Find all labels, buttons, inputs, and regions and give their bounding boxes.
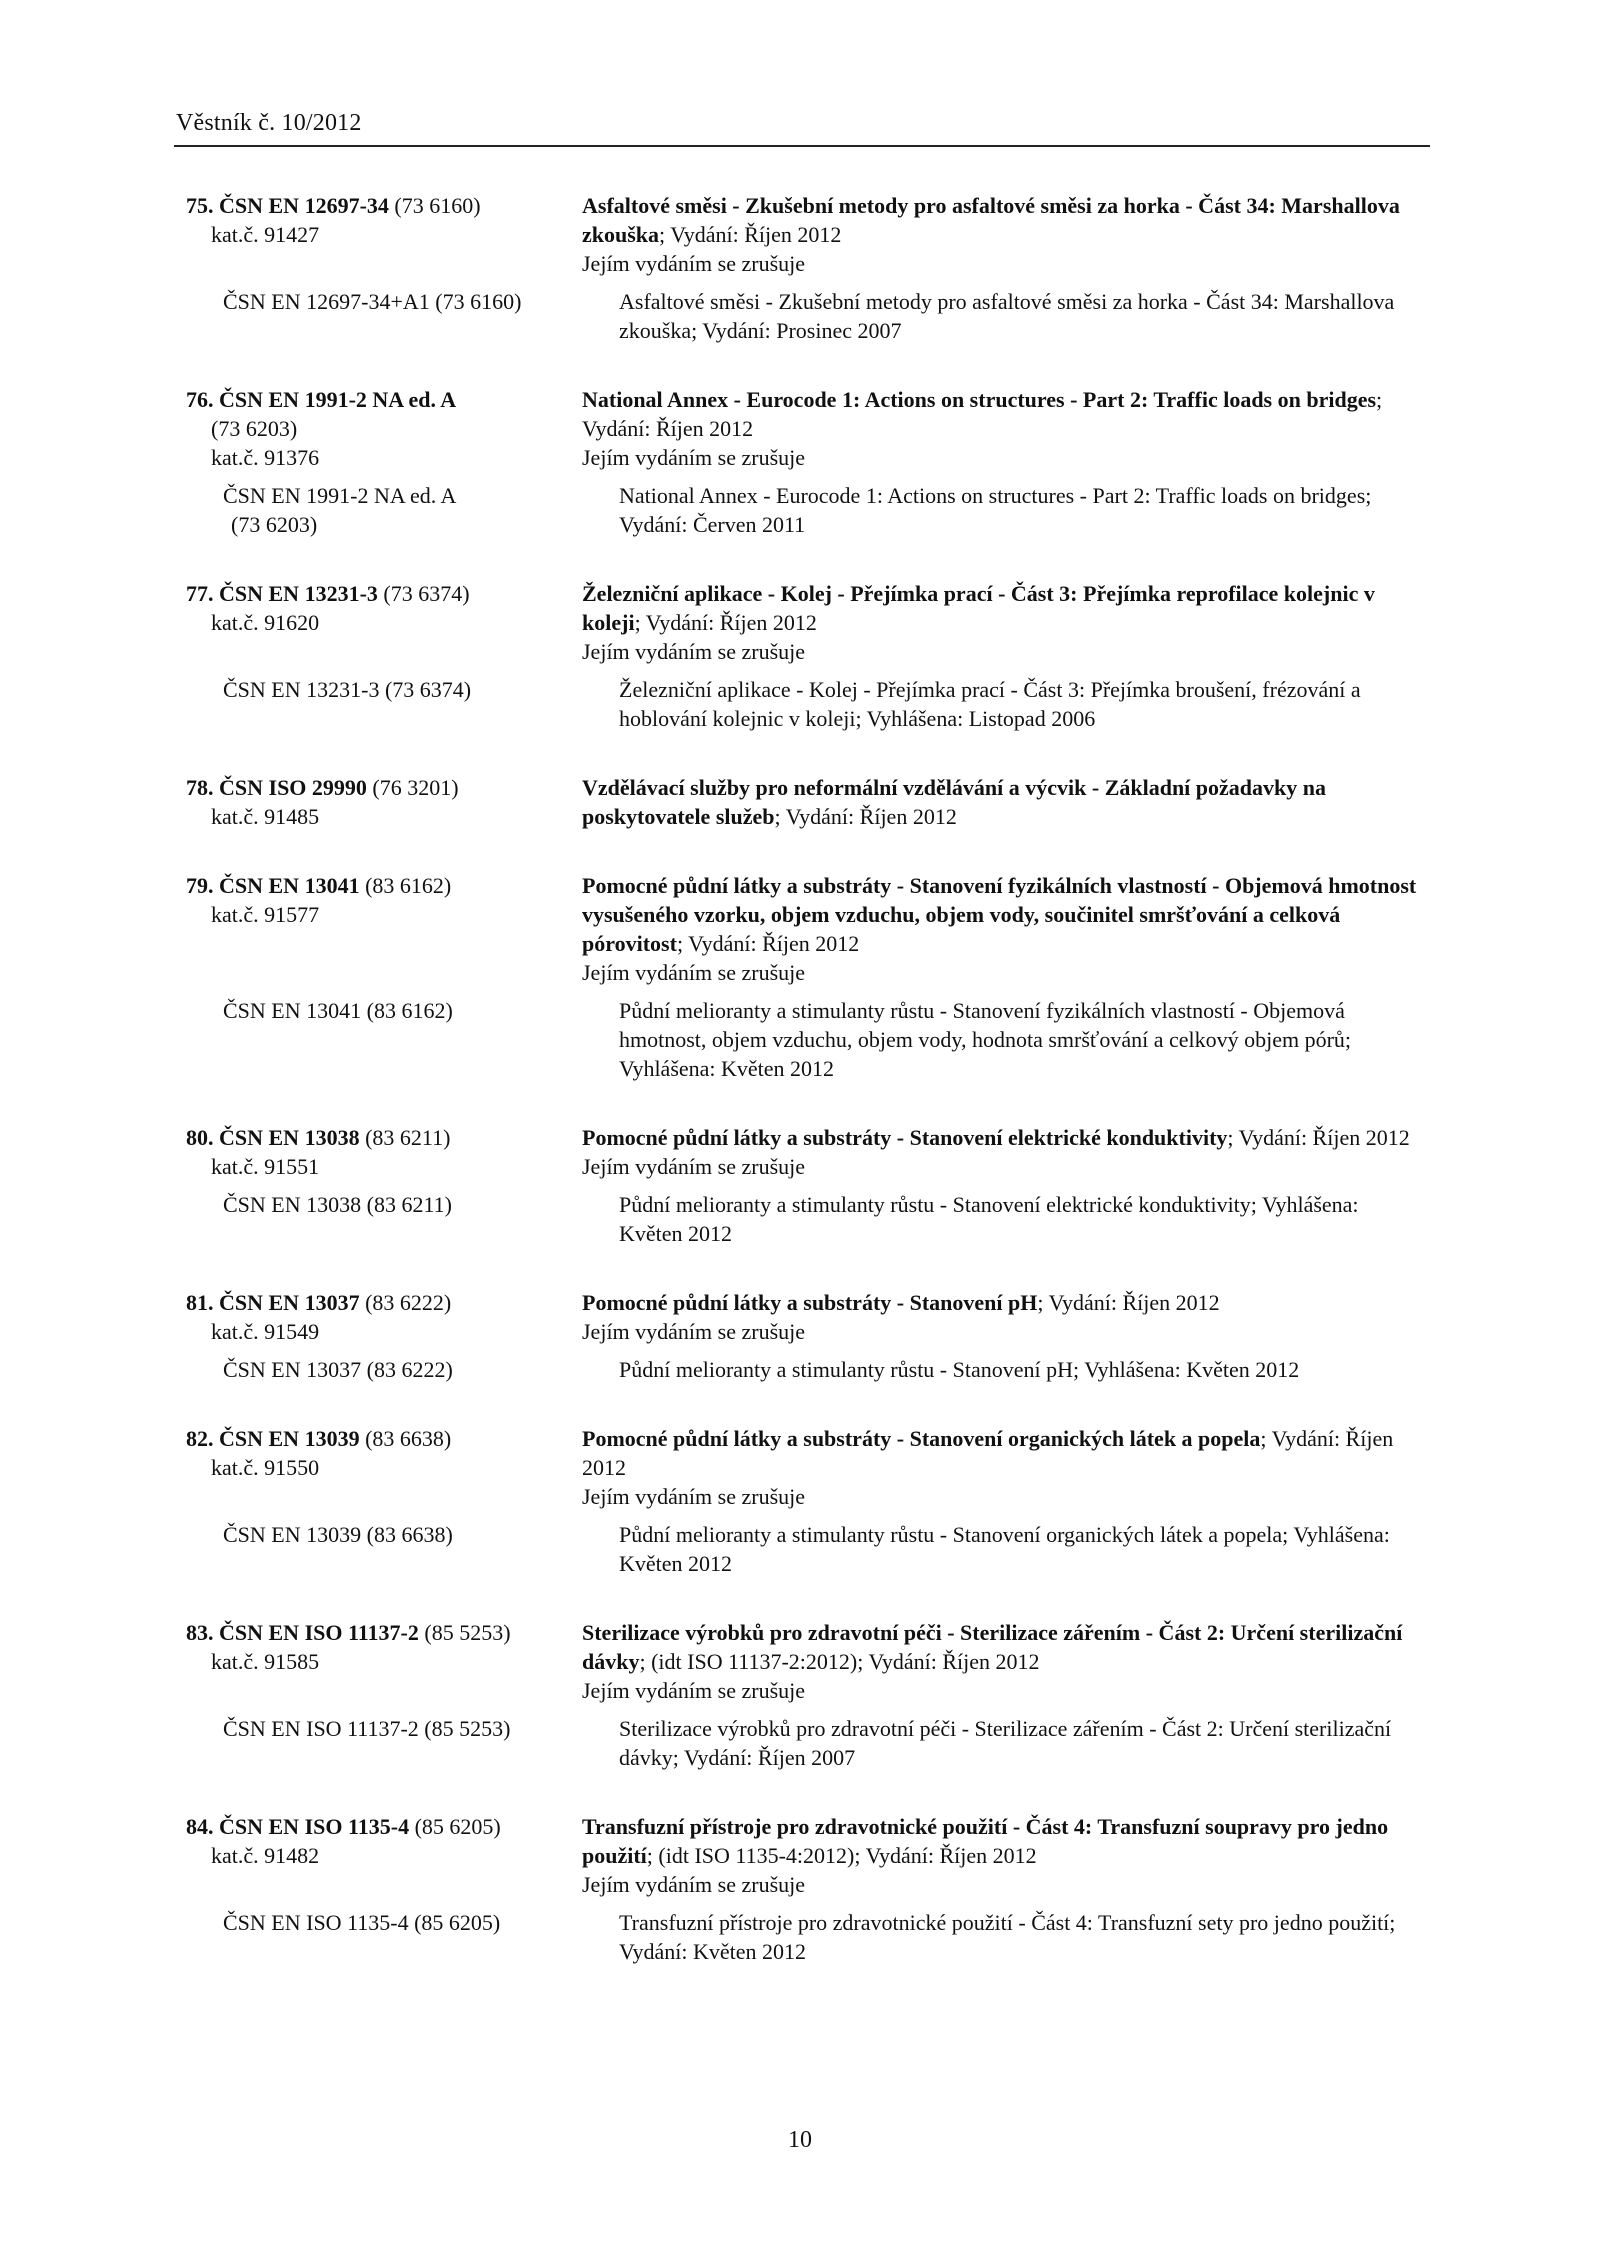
standard-title: Pomocné půdní látky a substráty - Stanovení pH [582, 1290, 1038, 1315]
cancels-label: Jejím vydáním se zrušuje [582, 251, 806, 276]
standards-list [186, 191, 1426, 2006]
cancels-label: Jejím vydáním se zrušuje [582, 1872, 806, 1897]
replaced-standard-title: Půdní melioranty a stimulanty růstu - Stanovení fyzikálních vlastností - Objemová hmotnost, objem vzduchu, objem vody, hodnota smršťování a celkový objem pórů; Vyhlášena: Květen 2012 [619, 998, 1352, 1081]
catalog-number: kat.č. 91485 [211, 804, 320, 829]
issue-info: ; Vydání: Říjen 2012 [659, 222, 842, 247]
standard-title: National Annex - Eurocode 1: Actions on structures - Part 2: Traffic loads on bridges [582, 387, 1377, 412]
issue-info: ; Vydání: Říjen 2012 [582, 1426, 1394, 1480]
standard-entry [186, 1618, 1426, 1772]
issue-info: ; (idt ISO 11137-2:2012); Vydání: Říjen 2012 [639, 1649, 1040, 1674]
issue-info: ; Vydání: Říjen 2012 [676, 931, 860, 956]
issue-info: ; Vydání: Říjen 2012 [582, 387, 1383, 441]
cancels-label: Jejím vydáním se zrušuje [582, 1319, 806, 1344]
standard-code: ČSN EN 13039 [219, 1426, 360, 1451]
standard-entry [186, 1123, 1426, 1248]
class-code: (83 6638) [359, 1426, 452, 1451]
page-header-title: Věstník č. 10/2012 [176, 110, 362, 136]
class-code: (85 5253) [418, 1620, 511, 1645]
replaced-standard-code: ČSN EN 13037 (83 6222) [223, 1357, 453, 1382]
catalog-number: kat.č. 91550 [211, 1455, 320, 1480]
standard-title: Vzdělávací služby pro neformální vzdělávání a výcvik - Základní požadavky na poskytovatele služeb [582, 775, 1327, 829]
replaced-standard-title: Železniční aplikace - Kolej - Přejímka prací - Část 3: Přejímka broušení, frézování a hoblování kolejnic v koleji; Vyhlášena: Listopad 2006 [619, 677, 1361, 731]
replaced-standard-title: Asfaltové směsi - Zkušební metody pro asfaltové směsi za horka - Část 34: Marshallova zkouška; Vydání: Prosinec 2007 [619, 289, 1395, 343]
replaced-standard-code: ČSN EN 13039 (83 6638) [223, 1522, 453, 1547]
cancels-label: Jejím vydáním se zrušuje [582, 960, 806, 985]
standard-title: Železniční aplikace - Kolej - Přejímka prací - Část 3: Přejímka reprofilace kolejnic v koleji [582, 581, 1375, 635]
replaced-standard-code: ČSN EN 1991-2 NA ed. A [223, 483, 457, 508]
standard-entry [186, 385, 1426, 539]
standard-code: ČSN EN ISO 1135-4 [219, 1814, 410, 1839]
class-code: (83 6211) [359, 1125, 451, 1150]
standard-code: ČSN EN 13231-3 [219, 581, 378, 606]
entry-number: 84. [186, 1814, 214, 1839]
catalog-number: kat.č. 91585 [211, 1649, 320, 1674]
cancels-label: Jejím vydáním se zrušuje [582, 1484, 806, 1509]
standard-code: ČSN ISO 29990 [219, 775, 367, 800]
entry-number: 82. [186, 1426, 214, 1451]
class-code: (73 6374) [377, 581, 470, 606]
class-code: (76 3201) [366, 775, 459, 800]
entry-number: 78. [186, 775, 214, 800]
issue-info: ; Vydání: Říjen 2012 [634, 610, 817, 635]
page-number: 10 [788, 2127, 812, 2153]
catalog-number: kat.č. 91549 [211, 1319, 320, 1344]
replaced-standard-code: ČSN EN ISO 1135-4 (85 6205) [223, 1910, 501, 1935]
standard-code: ČSN EN 13037 [219, 1290, 360, 1315]
replaced-standard-code: ČSN EN 12697-34+A1 (73 6160) [223, 289, 522, 314]
catalog-number: kat.č. 91620 [211, 610, 320, 635]
standard-title: Sterilizace výrobků pro zdravotní péči - Sterilizace zářením - Část 2: Určení sterilizační dávky [582, 1620, 1403, 1674]
replaced-standard-title: Půdní melioranty a stimulanty růstu - Stanovení pH; Vyhlášena: Květen 2012 [619, 1357, 1300, 1382]
class-code: (73 6203) [211, 416, 298, 441]
standard-code: ČSN EN 12697-34 [219, 193, 389, 218]
standard-title: Pomocné půdní látky a substráty - Stanovení fyzikálních vlastností - Objemová hmotnost vysušeného vzorku, objem vzduchu, objem vody, součinitel smršťování a celková pórovitost [582, 873, 1417, 956]
standard-entry [186, 871, 1426, 1083]
issue-info: ; Vydání: Říjen 2012 [1227, 1125, 1410, 1150]
cancels-label: Jejím vydáním se zrušuje [582, 1154, 806, 1179]
cancels-label: Jejím vydáním se zrušuje [582, 1678, 806, 1703]
catalog-number: kat.č. 91376 [211, 445, 320, 470]
standard-title: Transfuzní přístroje pro zdravotnické použití - Část 4: Transfuzní soupravy pro jedno použití [582, 1814, 1389, 1868]
standard-code: ČSN EN 13038 [219, 1125, 360, 1150]
standard-entry [186, 1812, 1426, 1966]
standard-code: ČSN EN ISO 11137-2 [219, 1620, 419, 1645]
replaced-standard-code: ČSN EN 13038 (83 6211) [223, 1192, 452, 1217]
standard-title: Asfaltové směsi - Zkušební metody pro asfaltové směsi za horka - Část 34: Marshallova zkouška [582, 193, 1400, 247]
class-code: (83 6162) [359, 873, 452, 898]
replaced-class-code: (73 6203) [231, 512, 318, 537]
catalog-number: kat.č. 91482 [211, 1843, 320, 1868]
entry-number: 75. [186, 193, 214, 218]
entry-number: 83. [186, 1620, 214, 1645]
issue-info: ; (idt ISO 1135-4:2012); Vydání: Říjen 2012 [646, 1843, 1037, 1868]
class-code: (83 6222) [359, 1290, 452, 1315]
replaced-standard-code: ČSN EN 13041 (83 6162) [223, 998, 453, 1023]
cancels-label: Jejím vydáním se zrušuje [582, 639, 806, 664]
standard-entry [186, 579, 1426, 733]
standard-title: Pomocné půdní látky a substráty - Stanovení elektrické konduktivity [582, 1125, 1228, 1150]
entry-number: 80. [186, 1125, 214, 1150]
header-rule [174, 145, 1430, 147]
entry-number: 79. [186, 873, 214, 898]
standard-code: ČSN EN 1991-2 NA ed. A [219, 387, 457, 412]
replaced-standard-title: National Annex - Eurocode 1: Actions on structures - Part 2: Traffic loads on bridges; Vydání: Červen 2011 [619, 483, 1372, 537]
replaced-standard-title: Půdní melioranty a stimulanty růstu - Stanovení elektrické konduktivity; Vyhlášena: Květen 2012 [619, 1192, 1359, 1246]
standard-title: Pomocné půdní látky a substráty - Stanovení organických látek a popela [582, 1426, 1261, 1451]
standard-entry [186, 1288, 1426, 1384]
issue-info: ; Vydání: Říjen 2012 [774, 804, 957, 829]
replaced-standard-title: Transfuzní přístroje pro zdravotnické použití - Část 4: Transfuzní sety pro jedno použití; Vydání: Květen 2012 [619, 1910, 1396, 1964]
standard-entry [186, 191, 1426, 345]
issue-info: ; Vydání: Říjen 2012 [1037, 1290, 1220, 1315]
catalog-number: kat.č. 91577 [211, 902, 320, 927]
catalog-number: kat.č. 91551 [211, 1154, 320, 1179]
replaced-standard-title: Sterilizace výrobků pro zdravotní péči - Sterilizace zářením - Část 2: Určení sterilizační dávky; Vydání: Říjen 2007 [619, 1716, 1392, 1770]
standard-code: ČSN EN 13041 [219, 873, 360, 898]
replaced-standard-code: ČSN EN 13231-3 (73 6374) [223, 677, 472, 702]
class-code: (73 6160) [388, 193, 481, 218]
replaced-standard-title: Půdní melioranty a stimulanty růstu - Stanovení organických látek a popela; Vyhlášena: Květen 2012 [619, 1522, 1390, 1576]
standard-entry [186, 773, 1426, 831]
class-code: (85 6205) [409, 1814, 501, 1839]
entry-number: 76. [186, 387, 214, 412]
replaced-standard-code: ČSN EN ISO 11137-2 (85 5253) [223, 1716, 511, 1741]
standard-entry [186, 1424, 1426, 1578]
cancels-label: Jejím vydáním se zrušuje [582, 445, 806, 470]
catalog-number: kat.č. 91427 [211, 222, 320, 247]
entry-number: 77. [186, 581, 214, 606]
entry-number: 81. [186, 1290, 214, 1315]
